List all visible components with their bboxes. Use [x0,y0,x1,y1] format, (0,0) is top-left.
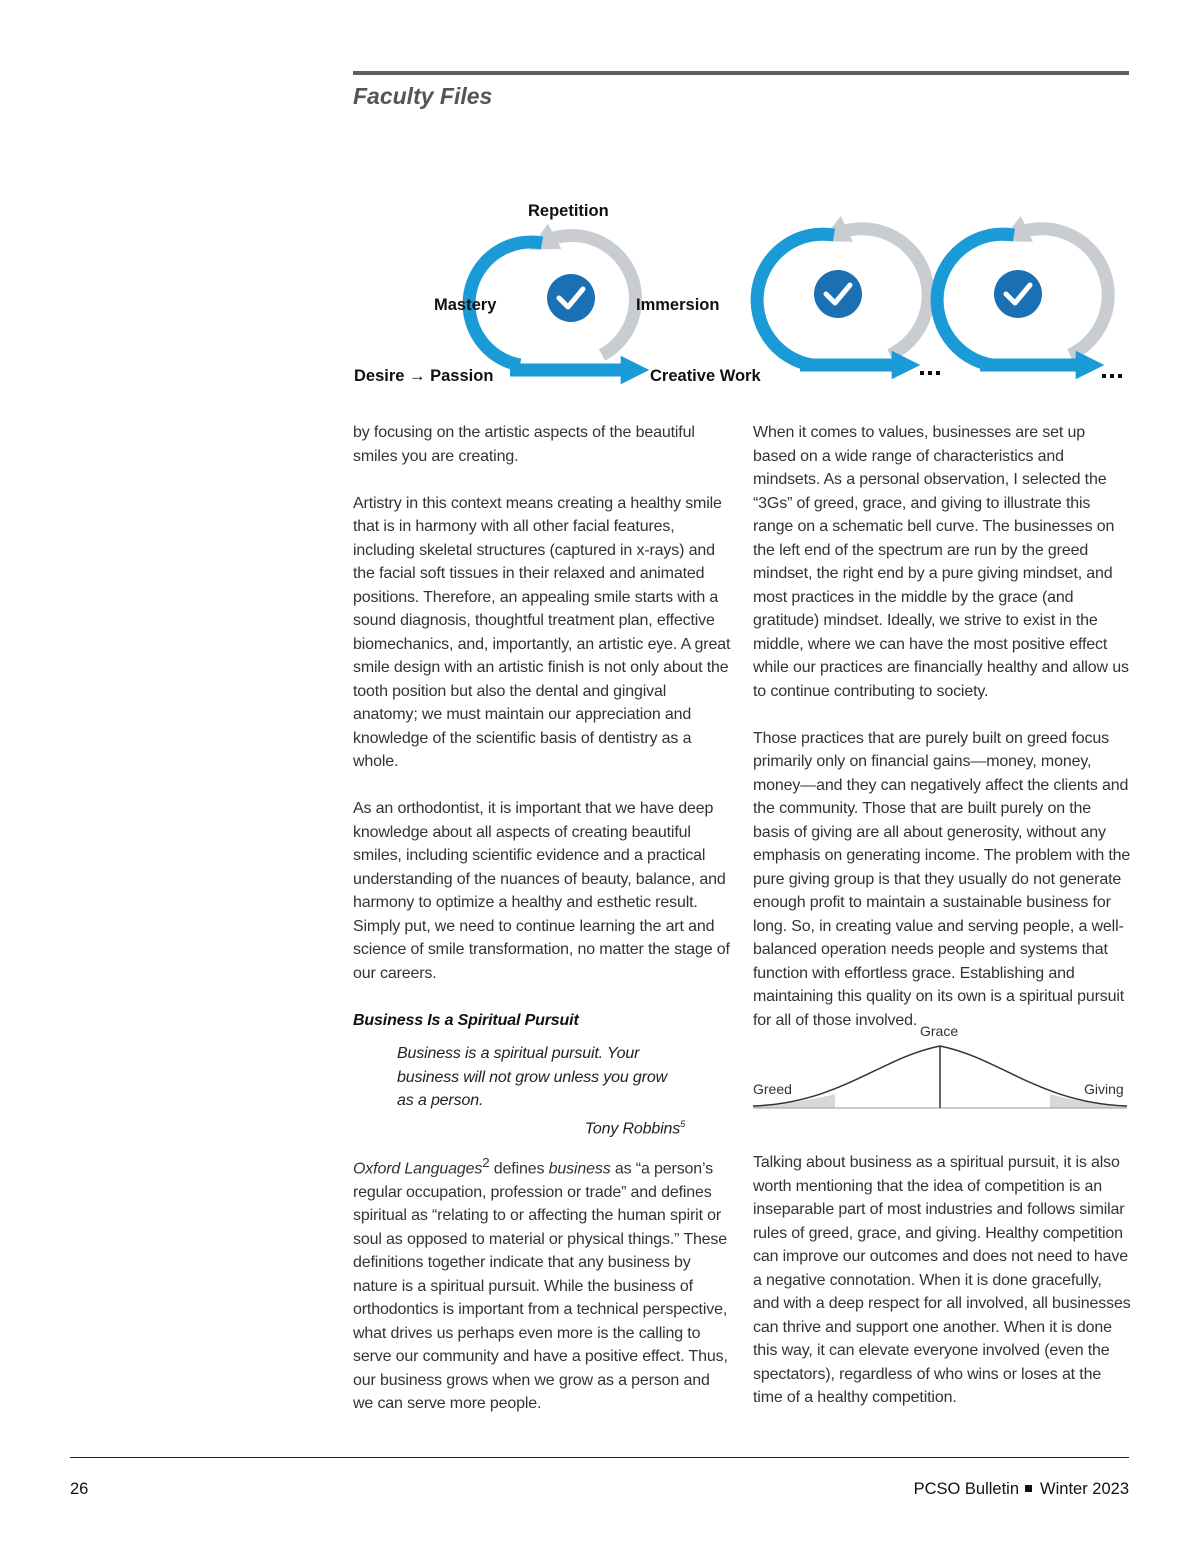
label-giving: Giving [1084,1081,1124,1097]
ellipsis-dot [1102,374,1106,378]
cycle-2 [757,229,940,375]
publication-name: PCSO Bulletin [913,1480,1020,1498]
label-creative-work: Creative Work [650,367,761,385]
right-column-lower [753,1151,1131,1433]
label-grace: Grace [920,1023,959,1039]
check-icon [814,270,862,318]
paragraph: Artistry in this context means creating a healthy smile that is in harmony with all other facial features, including skeletal structures (captured in x-rays) and the facial soft tissues in their relaxed and animated positions. Therefore, an appealing smile starts with a sound diagnosis, thoughtful treatment plan, effective biomechanics, and, importantly, an artistic eye. A great smile design with an artistic finish is not only about the tooth position but also the dental and gingival anatomy; we must maintain our appreciation and knowledge of the scientific basis of dentistry as a whole. [353,494,731,770]
quote-author [353,1113,685,1141]
label-greed: Greed [753,1081,792,1097]
quote-author-name: Tony Robbins [584,1119,681,1137]
paragraph [353,1151,731,1416]
check-icon [994,270,1042,318]
ellipsis-dot [928,371,932,375]
section-title: Faculty Files [353,83,493,109]
source-reference: 2 [482,1155,490,1170]
ellipsis-dot [1110,374,1114,378]
cycle-3 [937,229,1122,378]
paragraph: As an orthodontist, it is important that we have deep knowledge about all aspects of creating beautiful smiles, including scientific evidence and a practical understanding of the nuances of beauty, balance, and harmony to optimize a healthy and esthetic result. Simply put, we need to continue learning the art and science of smile transformation, no matter the stage of our careers. [353,800,730,982]
text-run: as “a person’s regular occupation, profession or trade” and defines spiritual as “relating to or affecting the human spirit or soul as opposed to material or physical things.” These definitions together indicate that any business by nature is a spiritual pursuit. While the business of orthodontics is important from a technical perspective, what drives us perhaps even more is the calling to serve our community and have a positive effect. Thus, our business grows when we grow as a person and we can serve more people. [353,1160,728,1413]
right-column [753,421,1131,1056]
label-repetition: Repetition [528,202,609,220]
source-name: Oxford Languages [353,1160,483,1178]
footer-rule [70,1457,1129,1458]
label-desire-passion: Desire → Passion [354,367,494,385]
running-footer [914,1480,1129,1499]
left-column [353,421,731,1140]
label-immersion: Immersion [636,296,720,314]
paragraph: When it comes to values, businesses are set up based on a wide range of characteristics and mindsets. As a personal observation, I selected the “3Gs” of greed, grace, and giving to illustrate this range on a schematic bell curve. The businesses on the left end of the spectrum are run by the greed mindset, the right end by a pure giving mindset, and most practices in the middle by the grace (and gratitude) mindset. Ideally, we strive to exist in the middle, where we can have the most positive effect while our practices are financially healthy and allow us to continue contributing to society. [753,424,1129,700]
paragraph: Talking about business as a spiritual pursuit, it is also worth mentioning that the idea of competition is an inseparable part of most industries and follows similar rules of greed, grace, and giving. Healthy competition can improve our outcomes and does not need to have a negative connotation. When it is done gracefully, and with a deep respect for all involved, all businesses can thrive and support one another. When it is done this way, it can elevate everyone involved (even the spectators), regardless of who wins or loses at the time of a healthy competition. [753,1154,1131,1406]
text-run: defines [489,1160,549,1178]
term: business [548,1160,611,1178]
page-number: 26 [70,1480,89,1498]
check-icon [547,274,595,322]
quote-reference: 5 [680,1118,685,1129]
label-mastery: Mastery [434,296,497,314]
issue-date: Winter 2023 [1040,1480,1129,1498]
ellipsis-dot [1118,374,1122,378]
ellipsis-dot [920,371,924,375]
top-rule [353,71,1129,75]
square-bullet-icon [1025,1485,1032,1492]
ellipsis-dot [936,371,940,375]
cycle-figure [350,195,1132,395]
left-column-lower [353,1151,731,1439]
pull-quote: Business is a spiritual pursuit. Your business will not grow unless you grow as a person. [397,1045,667,1109]
subheading: Business Is a Spiritual Pursuit [353,1011,579,1029]
paragraph: Those practices that are purely built on greed focus primarily only on financial gains—money, money, money—and they can negatively affect the clients and the community. Those that are built purely on the basis of giving are all about generosity, without any emphasis on generating income. The problem with the pure giving group is that they usually do not generate enough profit to maintain a sustainable business for long. So, in creating value and serving people, a well-balanced operation needs people and systems that function with effortless grace. Establishing and maintaining this quality on its own is a spiritual pursuit for all of those involved. [753,729,1131,1029]
paragraph: by focusing on the artistic aspects of the beautiful smiles you are creating. [353,424,695,465]
bell-curve-figure [750,1018,1130,1118]
